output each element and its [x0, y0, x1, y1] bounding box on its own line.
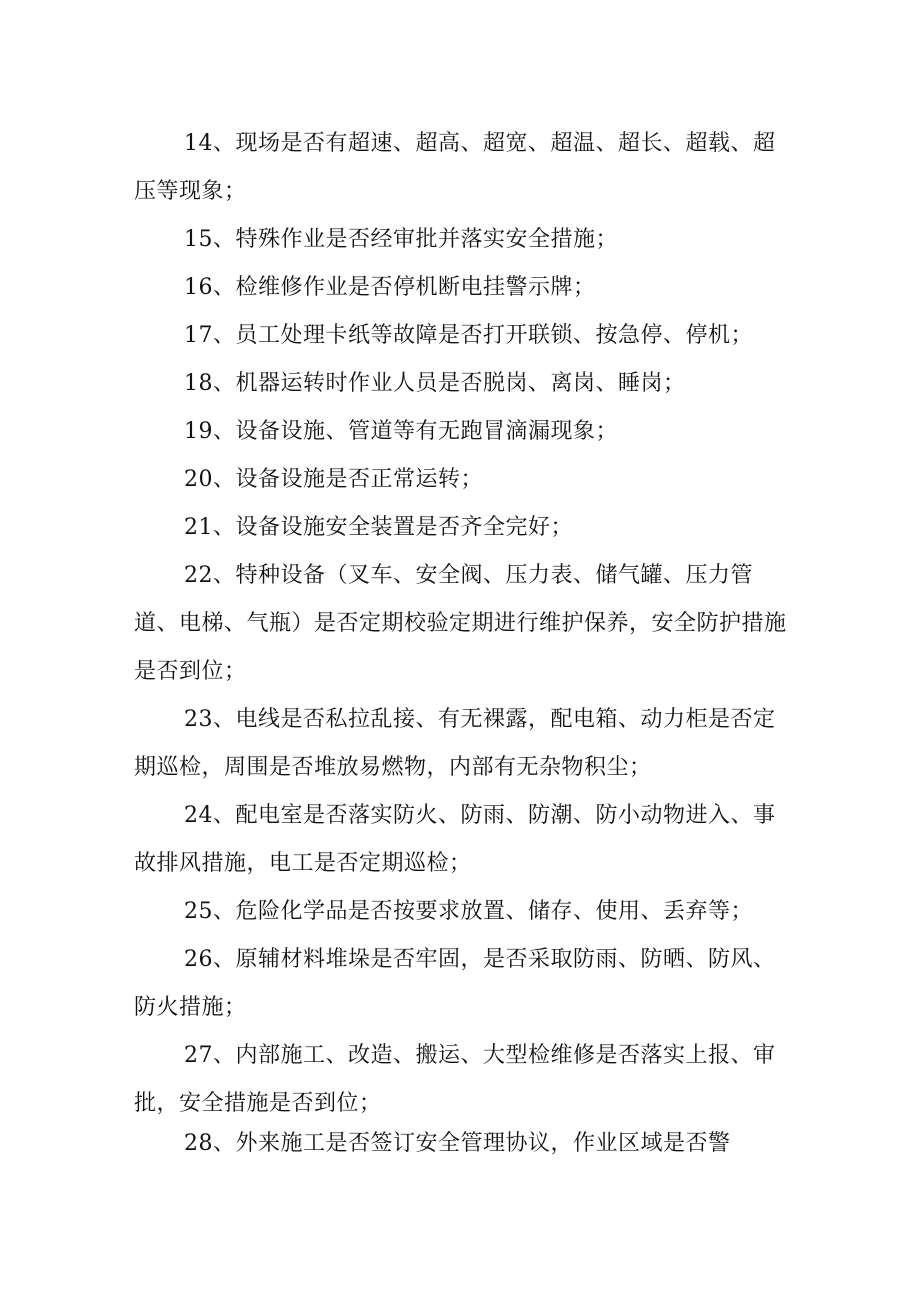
checklist-item-21: 21、设备设施安全装置是否齐全完好； — [184, 515, 573, 540]
checklist-item-28: 28、外来施工是否签订安全管理协议，作业区域是否警 — [184, 1131, 731, 1156]
checklist-item-22: 22、特种设备（叉车、安全阀、压力表、储气罐、压力管道、电梯、气瓶）是否定期校验定期进行维护保养，安全防护措施是否到位； — [134, 563, 787, 684]
checklist-item-19: 19、设备设施、管道等有无跑冒滴漏现象； — [184, 419, 618, 444]
checklist-body — [134, 120, 794, 1168]
checklist-item-20: 20、设备设施是否正常运转； — [184, 467, 483, 492]
checklist-item-17: 17、员工处理卡纸等故障是否打开联锁、按急停、停机； — [184, 323, 753, 348]
checklist-item-26: 26、原辅材料堆垛是否牢固，是否采取防雨、防晒、防风、防火措施； — [134, 947, 776, 1020]
checklist-item-18: 18、机器运转时作业人员是否脱岗、离岗、睡岗； — [184, 371, 686, 396]
checklist-item-14: 14、现场是否有超速、超高、超宽、超温、超长、超载、超压等现象； — [134, 131, 776, 204]
checklist-item-24: 24、配电室是否落实防火、防雨、防潮、防小动物进入、事故排风措施，电工是否定期巡检； — [134, 803, 776, 876]
checklist-item-23: 23、电线是否私拉乱接、有无裸露，配电箱、动力柜是否定期巡检，周围是否堆放易燃物，内部有无杂物积尘； — [134, 707, 776, 780]
checklist-item-27: 27、内部施工、改造、搬运、大型检维修是否落实上报、审批，安全措施是否到位； — [134, 1043, 776, 1116]
checklist-item-25: 25、危险化学品是否按要求放置、储存、使用、丢弃等； — [184, 899, 753, 924]
checklist-item-15: 15、特殊作业是否经审批并落实安全措施； — [184, 227, 618, 252]
checklist-item-16: 16、检维修作业是否停机断电挂警示牌； — [184, 275, 596, 300]
